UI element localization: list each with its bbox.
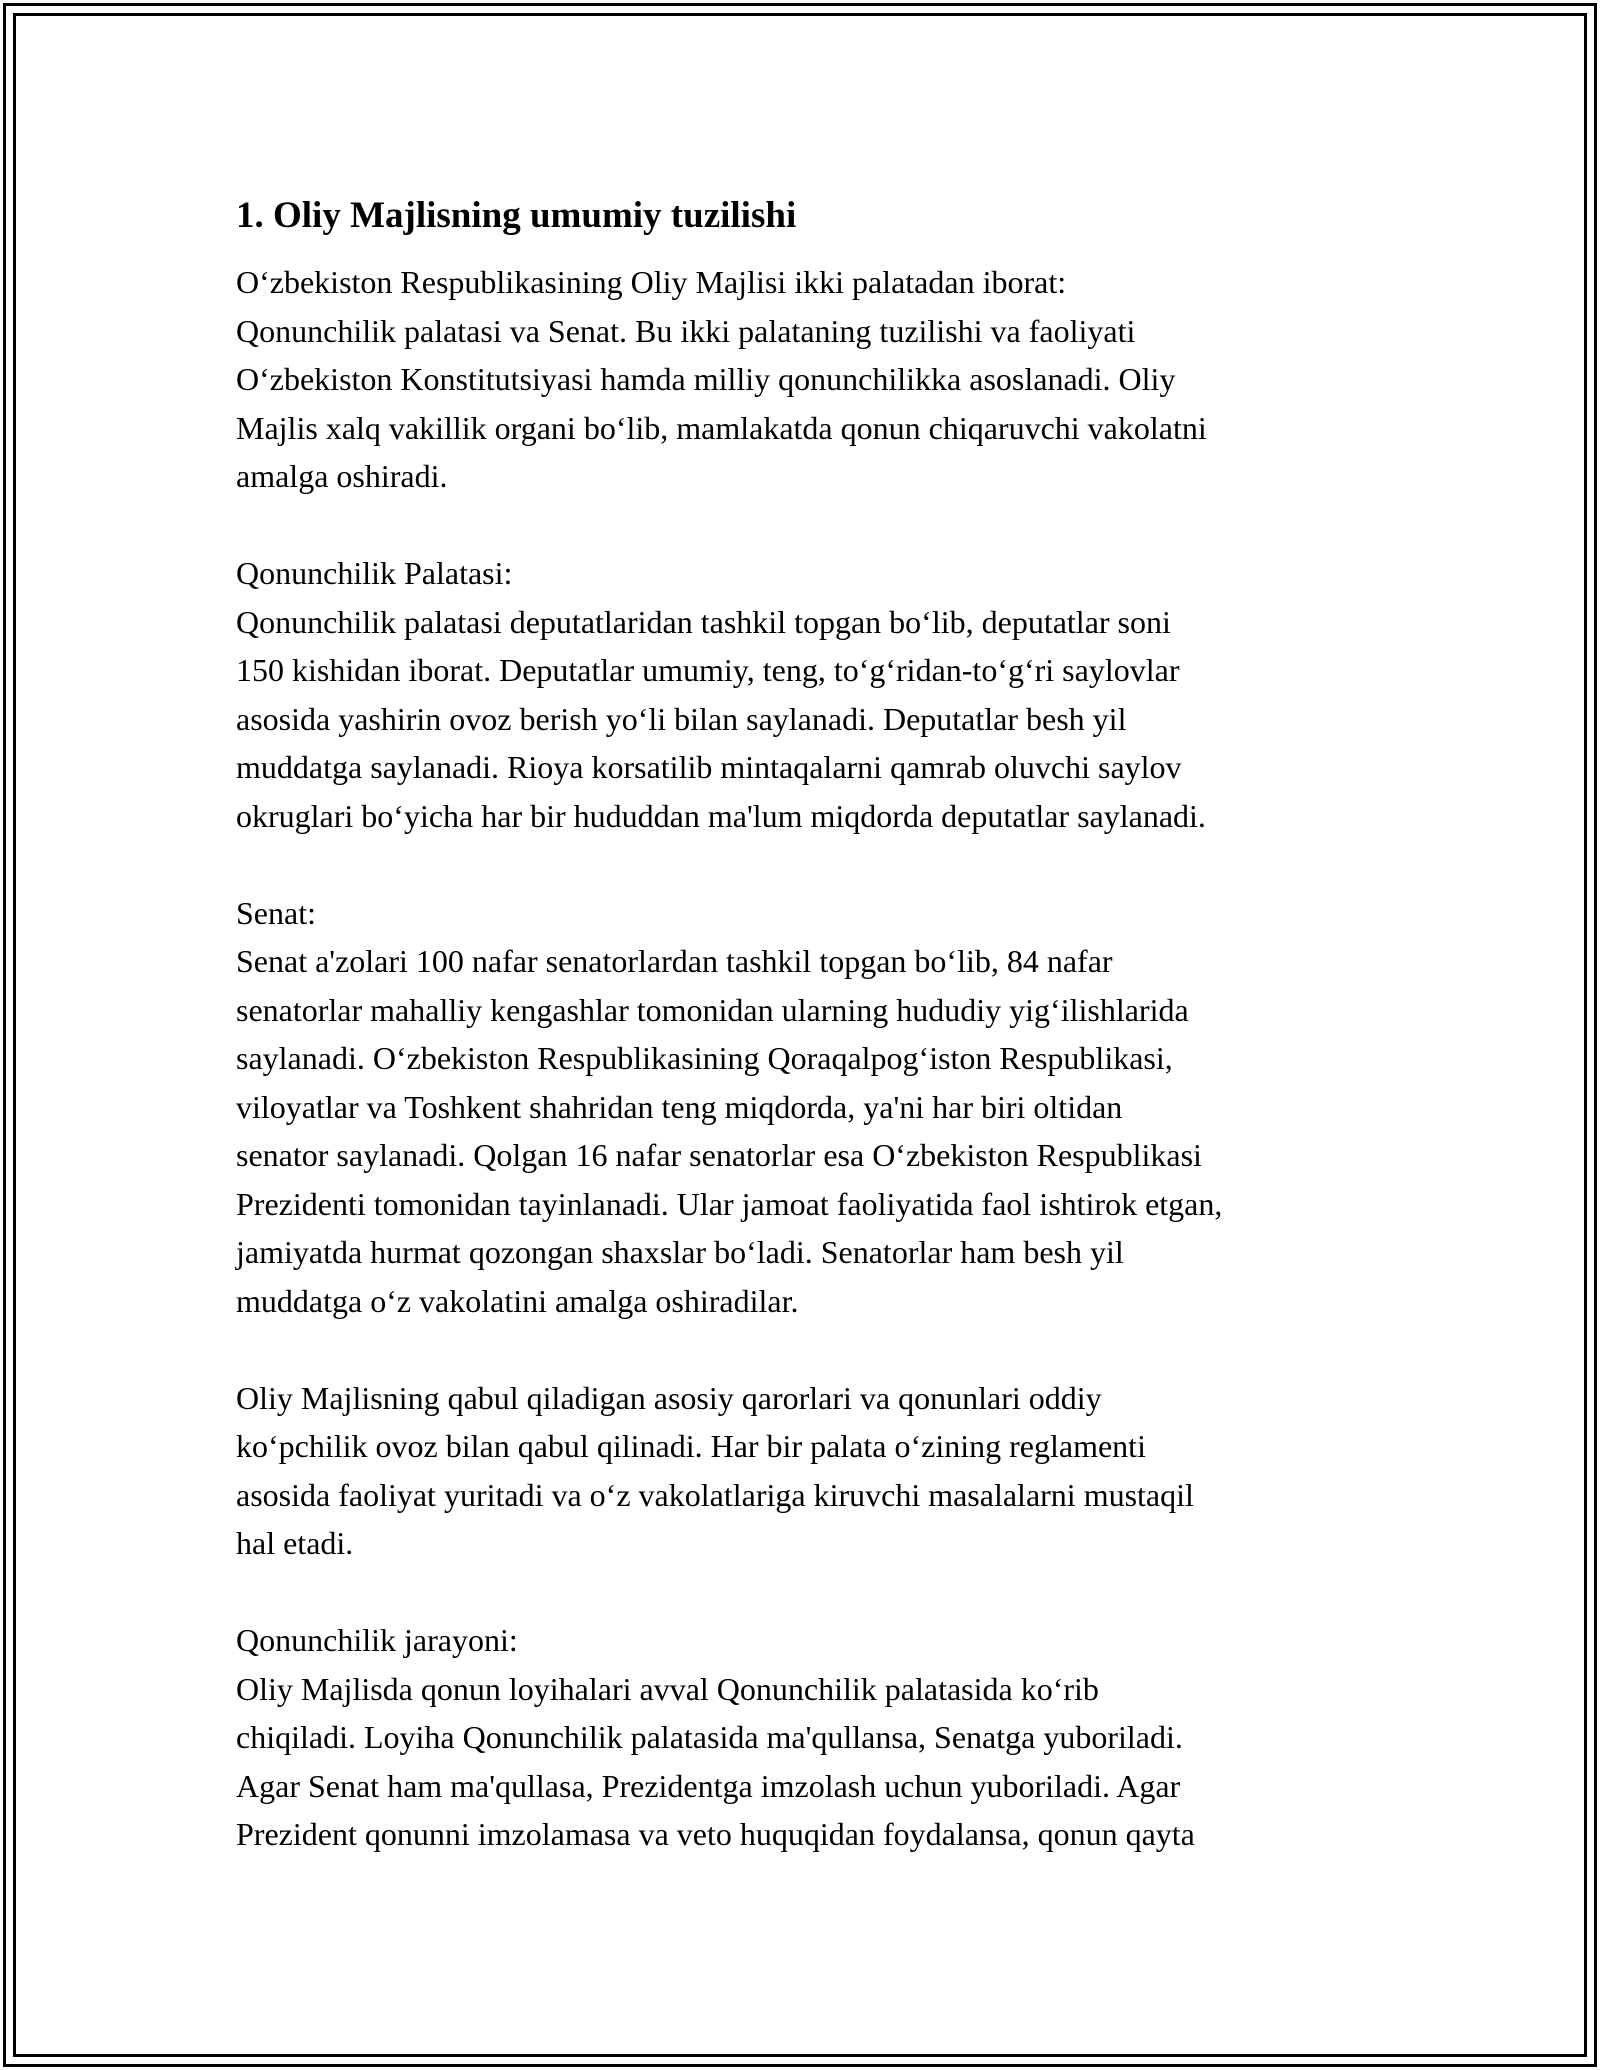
intro-paragraph: O‘zbekiston Respublikasining Oliy Majlisi ikki palatadan iborat: Qonunchilik palatasi va Senat. Bu ikki palataning tuzilishi va faoliyati O‘zbekiston Konstitutsiyasi hamda milliy qonunchilikka asoslanadi. Oliy Majlis xalq vakillik organi bo‘lib, mamlakatda qonun chiqaruvchi vakolatni amalga oshiradi. — [236, 264, 1207, 494]
senat-label: Senat: — [236, 894, 316, 931]
paragraph-gap — [236, 1325, 1376, 1374]
jarayon-paragraph: Oliy Majlisda qonun loyihalari avval Qonunchilik palatasida ko‘rib chiqiladi. Loyiha Qonunchilik palatasida ma'qullansa, Senatga yuboriladi. Agar Senat ham ma'qullasa, Prezidentga imzolash uchun yuboriladi. Agar Prezident qonunni imzolamasa va veto huquqidan foydalansa, qonun qayta — [236, 1670, 1195, 1852]
jarayon-label: Qonunchilik jarayoni: — [236, 1622, 518, 1658]
section-heading: 1. Oliy Majlisning umumiy tuzilishi — [236, 195, 797, 236]
qarorlar-paragraph: Oliy Majlisning qabul qiladigan asosiy qarorlari va qonunlari oddiy ko‘pchilik ovoz bilan qabul qilinadi. Har bir palata o‘zining reglamenti asosida faoliyat yuritadi va o‘z vakolatlariga kiruvchi masalalarni mustaqil hal etadi. — [236, 1379, 1194, 1561]
senat-section — [236, 889, 1376, 1326]
paragraph-gap — [236, 501, 1376, 550]
paragraph-gap — [236, 840, 1376, 889]
paragraph-gap — [236, 1568, 1376, 1617]
senat-paragraph: Senat a'zolari 100 nafar senatorlardan tashkil topgan bo‘lib, 84 nafar senatorlar mahalliy kengashlar tomonidan ularning hududiy yig‘ilishlarida saylanadi. O‘zbekiston Respublikasining Qoraqalpog‘iston Respublikasi, viloyatlar va Toshkent shahridan teng miqdorda, ya'ni har biri oltidan senator saylanadi. Qolgan 16 nafar senatorlar esa O‘zbekiston Respublikasi Prezidenti tomonidan tayinlanadi. Ular jamoat faoliyatida faol ishtirok etgan, jamiyatda hurmat qozongan shaxslar bo‘ladi. Senatorlar ham besh yil muddatga o‘z vakolatini amalga oshiradilar. — [236, 943, 1223, 1319]
qonunchilik-section — [236, 549, 1376, 840]
document-page — [236, 186, 1376, 1859]
qonunchilik-label: Qonunchilik Palatasi: — [236, 555, 513, 591]
jarayon-section — [236, 1616, 1376, 1859]
qonunchilik-paragraph: Qonunchilik palatasi deputatlaridan tashkil topgan bo‘lib, deputatlar soni 150 kishidan iborat. Deputatlar umumiy, teng, to‘g‘ridan-to‘g‘ri saylovlar asosida yashirin ovoz berish yo‘li bilan saylanadi. Deputatlar besh yil muddatga saylanadi. Rioya korsatilib mintaqalarni qamrab oluvchi saylov okruglari bo‘yicha har bir hududdan ma'lum miqdorda deputatlar saylanadi. — [236, 603, 1206, 834]
